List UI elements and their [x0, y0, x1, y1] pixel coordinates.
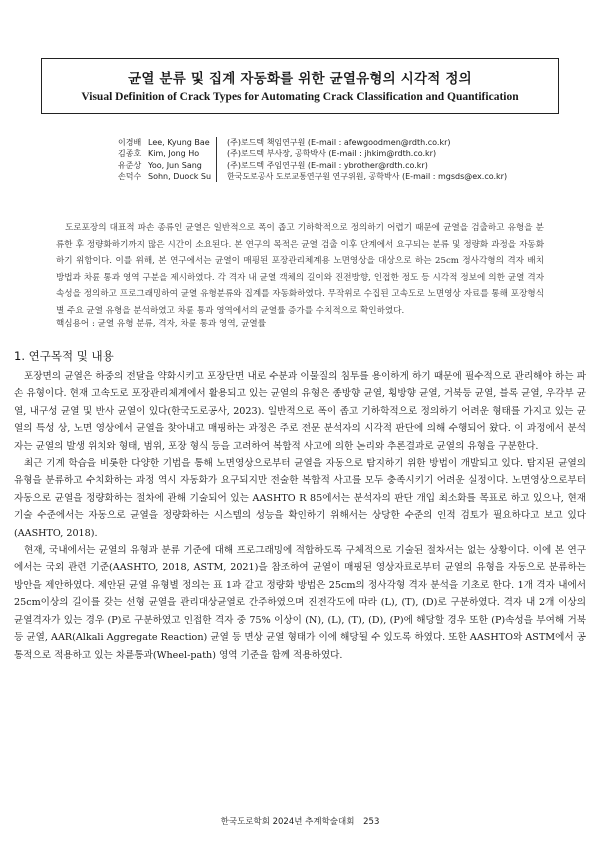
- body-paragraph: 현재, 국내에서는 균열의 유형과 분류 기준에 대해 프로그래밍에 적합하도록 구체적으로 기술된 절차서는 없는 상황이다. 이에 본 연구에서는 국외 관련 기준(AASHTO, 2018, ASTM, 2021)을 참조하여 균열이 매핑된 영상자료로부터 균열의 유형을 자동으로 분류하는 방안을 제안하였다. 제안된 균열 유형별 정의는 표 1과 같고 정량화 방법은 25cm의 정사각형 격자 분석을 기초로 한다. 1개 격자 내에서 25cm이상의 길이를 갖는 선형 균열을 관리대상균열로 간주하였으며 진전각도에 따라 (L), (T), (D)로 구분하였다. 격자 내 2개 이상의 균열격자가 있는 경우 (P)로 구분하였고 인접한 격자 중 75% 이상이 (N), (L), (T), (D), (P)에 해당할 경우 또한 (P)속성을 부여해 거북등 균열, AAR(Alkali Aggregate Reaction) 균열 등 면상 균열 형태가 이에 해당될 수 있도록 하였다. 또한 AASHTO와 ASTM에서 공통적으로 적용하고 있는 차륜통과(Wheel-path) 영역 기준을 함께 적용하였다.: [14, 545, 586, 661]
- section-heading: 1. 연구목적 및 내용: [14, 349, 114, 363]
- author-name-english: Yoo, Jun Sang: [148, 160, 202, 170]
- author-name-korean: 손덕수: [118, 171, 142, 181]
- title-box: [41, 58, 559, 114]
- author-name-english: Sohn, Duock Su: [148, 171, 212, 181]
- section-body: [14, 368, 586, 664]
- author-divider: [216, 171, 217, 182]
- abstract: [56, 220, 544, 319]
- author-divider: [216, 160, 217, 171]
- author-affiliation: 한국도로공사 도로교통연구원 연구위원, 공학박사 (E-mail : mgsds@ex.co.kr): [227, 171, 508, 181]
- page-footer: [0, 815, 600, 827]
- author-name-korean: 이경배: [118, 138, 142, 147]
- keywords: 핵심용어 : 균열 유형 분류, 격자, 차륜 통과 영역, 균열률: [56, 319, 267, 329]
- author-row: [118, 137, 558, 148]
- author-name-korean: 김종호: [118, 149, 142, 159]
- author-name-korean: 유준상: [118, 160, 142, 170]
- author-name-english: Lee, Kyung Bae: [148, 138, 210, 147]
- author-row: [118, 148, 558, 159]
- abstract-text: 도로포장의 대표적 파손 종류인 균열은 일반적으로 폭이 좁고 기하학적으로 정의하기 어렵기 때문에 균열을 검출하고 유형을 분류한 후 정량화하기까지 많은 시간이 소요된다. 본 연구의 목적은 균열 검출 이후 단계에서 요구되는 분류 및 정량화 과정을 자동화하기 위함이다. 이를 위해, 본 연구에서는 균열이 매핑된 포장관리체계용 노면영상을 대상으로 하는 25cm 정사각형의 격자 배치 방법과 차륜 통과 영역 구분을 제시하였다. 각 격자 내 균열 객체의 길이와 진전방향, 인접한 정도 등 시각적 정보에 의한 균열 격자 속성을 정의하고 프로그래밍하여 균열 유형분류와 집계를 자동화하였다. 무작위로 수집된 고속도로 노면영상 자료를 통해 포장형식 별 주요 균열 유형을 분석하였고 차륜 통과 영역에서의 균열률 증가를 수치적으로 확인하였다.: [56, 223, 544, 316]
- body-paragraph: 최근 기계 학습을 비롯한 다양한 기법을 통해 노면영상으로부터 균열을 자동으로 탐지하기 위한 방법이 개발되고 있다. 탐지된 균열의 유형을 분류하고 수치화하는 과정 역시 자동화가 요구되지만 전술한 복합적 사고를 모두 충족시키기 어려운 실정이다. 노면영상으로부터 자동으로 균열을 정량화하는 절차에 관해 기술되어 있는 AASHTO R 85에서는 분석자의 판단 개입 최소화를 목표로 하고 있으나, 현재 기술 수준에서는 자동으로 균열을 정량화하는 시스템의 성능을 확인하기 위해서는 상당한 수준의 인적 검토가 필요하다고 보고 있다(AASHTO, 2018).: [14, 458, 586, 539]
- body-paragraph: 포장면의 균열은 하중의 전달을 약화시키고 포장단면 내로 수분과 이물질의 침투를 용이하게 하기 때문에 필수적으로 관리해야 하는 파손 유형이다. 현재 고속도로 포장관리체계에서 활용되고 있는 균열의 유형은 종방향 균열, 횡방향 균열, 거북등 균열, 블록 균열, 우각부 균열, 내구성 균열 및 반사 균열이 있다(한국도로공사, 2023). 일반적으로 폭이 좁고 기하학적으로 정의하기 어려운 형태를 가지고 있는 균열의 특성 상, 노면 영상에서 균열을 찾아내고 매핑하는 과정은 주로 전문 분석자의 시각적 판단에 의해 수행되어 왔다. 이 과정에서 분석자는 균열의 발생 위치와 형태, 범위, 포장 형식 등을 고려하여 복합적 사고에 의한 논리와 추론결과로 균열의 유형을 구분한다.: [14, 371, 586, 452]
- paper-title-english: Visual Definition of Crack Types for Automating Crack Classification and Quantification: [81, 91, 519, 103]
- author-divider: [216, 148, 217, 159]
- author-name-english: Kim, Jong Ho: [148, 149, 200, 159]
- author-affiliation: (주)로드텍 주임연구원 (E-mail : ybrother@rdth.co.kr): [227, 160, 428, 170]
- author-divider: [216, 137, 217, 148]
- author-list: [118, 137, 558, 182]
- page-number: 253: [363, 817, 380, 827]
- author-affiliation: (주)로드텍 책임연구원 (E-mail : afewgoodmen@rdth.co.kr): [227, 138, 451, 147]
- author-row: [118, 171, 558, 182]
- conference-name: 한국도로학회 2024년 추계학술대회: [220, 817, 355, 827]
- author-row: [118, 160, 558, 171]
- author-affiliation: (주)로드텍 부사장, 공학박사 (E-mail : jhkim@rdth.co.kr): [227, 149, 437, 159]
- paper-title-korean: 균열 분류 및 집계 자동화를 위한 균열유형의 시각적 정의: [128, 71, 472, 87]
